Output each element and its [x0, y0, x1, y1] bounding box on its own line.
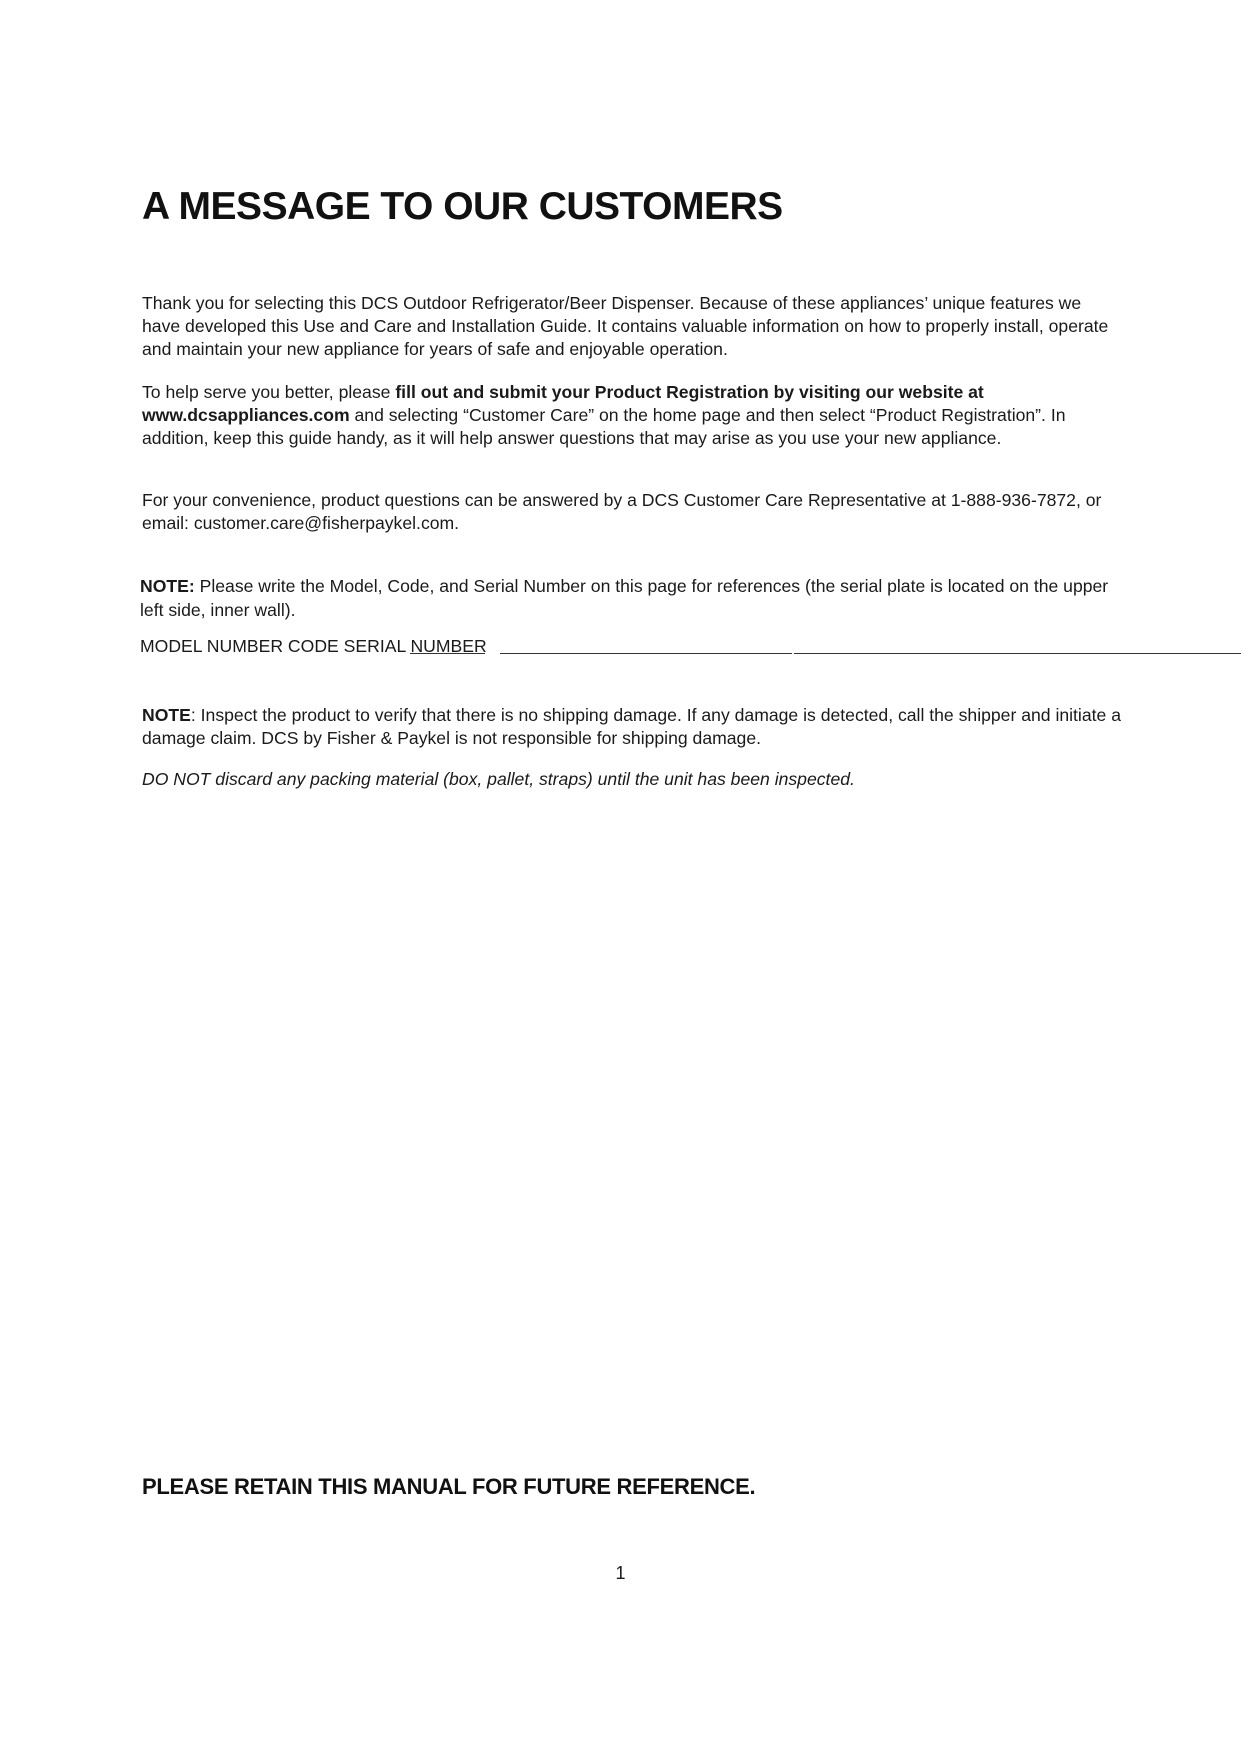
page-title: A MESSAGE TO OUR CUSTOMERS — [142, 185, 783, 228]
packing-warning: DO NOT discard any packing material (box, pallet, straps) until the unit has been inspected. — [142, 769, 855, 789]
registration-paragraph — [142, 381, 1117, 450]
code-blank-line[interactable] — [500, 653, 792, 654]
registration-rest: and selecting “Customer Care” on the home page and then select “Product Registration”. In addition, keep this guide handy, as it will help answer questions that may arise as you use your new appliance. — [142, 405, 1066, 448]
model-number-blank-line[interactable] — [410, 653, 485, 654]
registration-lead: To help serve you better, please — [142, 382, 396, 402]
serial-note-text: Please write the Model, Code, and Serial Number on this page for references (the serial plate is located on the upper left side, inner wall). — [140, 576, 1109, 620]
shipping-note-paragraph — [142, 704, 1122, 750]
serial-note-paragraph — [140, 574, 1120, 622]
registration-emphasis: fill out and submit your Product Registration by visiting our website at www.dcsappliances.com — [142, 382, 984, 425]
serial-number-blank-line[interactable] — [794, 653, 1241, 654]
intro-paragraph: Thank you for selecting this DCS Outdoor Refrigerator/Beer Dispenser. Because of these appliances’ unique features we have developed this Use and Care and Installation Guide. It contains valuable information on how to properly install, operate and maintain your new appliance for years of safe and enjoyable operation. — [142, 293, 1109, 359]
page-number: 1 — [615, 1563, 626, 1583]
serial-note-label: NOTE: — [140, 576, 195, 596]
shipping-note-label: NOTE — [142, 705, 191, 725]
contact-paragraph: For your convenience, product questions can be answered by a DCS Customer Care Representative at 1-888-936-7872, or email: customer.care@fisherpaykel.com. — [142, 490, 1102, 533]
model-code-serial-labels: MODEL NUMBER CODE SERIAL NUMBER — [140, 636, 487, 656]
shipping-note-text: : Inspect the product to verify that there is no shipping damage. If any damage is detected, call the shipper and initiate a damage claim. DCS by Fisher & Paykel is not responsible for shipping damage. — [142, 705, 1121, 748]
retain-manual-notice: PLEASE RETAIN THIS MANUAL FOR FUTURE REFERENCE. — [142, 1474, 756, 1499]
